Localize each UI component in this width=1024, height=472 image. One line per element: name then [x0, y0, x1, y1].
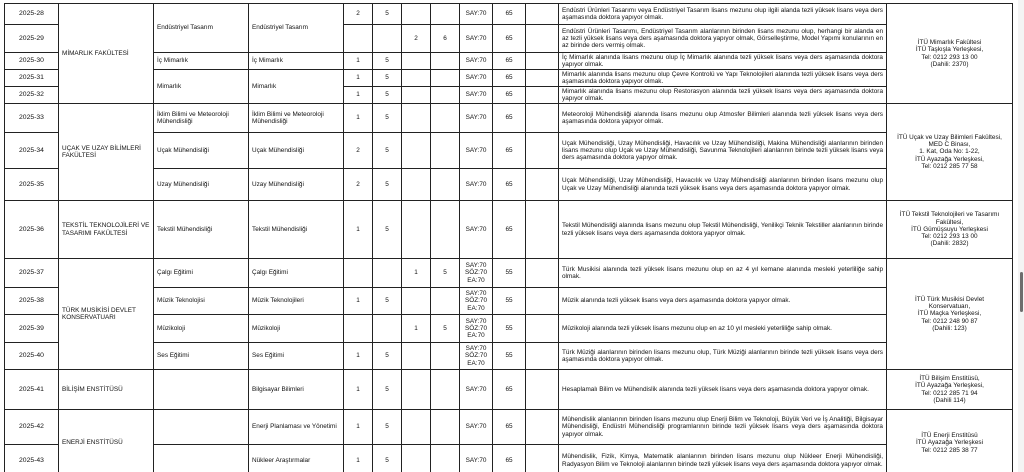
table-row — [5, 445, 1013, 472]
count-cell — [402, 343, 431, 370]
count-cell — [431, 288, 460, 315]
ales-score: SAY:70 — [460, 25, 493, 53]
count-cell — [373, 259, 402, 288]
empty-cell — [526, 288, 559, 315]
contact-line: İTÜ Bilişim Enstitüsü, — [919, 375, 980, 383]
table-row — [5, 259, 1013, 288]
count-cell — [402, 70, 431, 87]
count-cell: 5 — [373, 343, 402, 370]
count-cell — [431, 169, 460, 201]
empty-cell — [526, 87, 559, 104]
contact-line: İTÜ Enerji Enstitüsü — [921, 432, 978, 440]
contact-line: İTÜ Ayazağa Yerleşkesi, — [915, 155, 984, 163]
requirement-text: Müzik alanında tezli yüksek lisans veya ders aşamasında doktora yapıyor olmak. — [559, 288, 887, 315]
program-name: İklim Bilimi ve Meteoroloji Mühendisliği — [154, 104, 249, 133]
count-cell — [431, 343, 460, 370]
empty-cell — [526, 70, 559, 87]
count-cell — [402, 201, 431, 259]
field-name: Ses Eğitimi — [249, 343, 344, 370]
position-code: 2025-33 — [5, 104, 59, 133]
empty-cell — [526, 370, 559, 410]
count-cell: 1 — [344, 70, 373, 87]
contact-line: İTÜ Mimarlık Fakültesi — [917, 39, 982, 47]
field-name: Uzay Mühendisliği — [249, 169, 344, 201]
field-name: Enerji Planlaması ve Yönetimi — [249, 410, 344, 445]
table-row — [5, 370, 1013, 410]
field-name: Uçak Mühendisliği — [249, 133, 344, 169]
empty-cell — [526, 104, 559, 133]
ales-score: SAY:70 — [460, 70, 493, 87]
empty-cell — [526, 410, 559, 445]
field-name: Müzik Teknolojileri — [249, 288, 344, 315]
min-score: 65 — [493, 445, 526, 472]
position-code: 2025-29 — [5, 25, 59, 53]
count-cell: 5 — [373, 201, 402, 259]
ales-score: SAY:70 — [460, 370, 493, 410]
count-cell — [373, 25, 402, 53]
program-name — [154, 410, 249, 445]
contact-line: (Dahili: 2832) — [930, 240, 969, 248]
count-cell: 1 — [344, 445, 373, 472]
count-cell: 1 — [344, 410, 373, 445]
count-cell: 1 — [344, 87, 373, 104]
field-name: İklim Bilimi ve Meteoroloji Mühendisliği — [249, 104, 344, 133]
vertical-scrollbar[interactable] — [1018, 0, 1024, 472]
contact-line: İTÜ Türk Musikisi Devlet — [914, 295, 985, 303]
min-score: 55 — [493, 259, 526, 288]
program-name: Çalgı Eğitimi — [154, 259, 249, 288]
contact-line: Tel: 0212 248 90 87 — [921, 317, 978, 325]
contact-line: İTÜ Uçak ve Uzay Bilimleri Fakültesi, — [897, 133, 1002, 141]
min-score: 65 — [493, 70, 526, 87]
position-code: 2025-36 — [5, 201, 59, 259]
contact-line: (Dahili: 123) — [932, 324, 967, 332]
requirement-text: Türk Musikisi alanında tezli yüksek lisans mezunu olup en az 4 yıl kemane alanında mesleki yeterliliğe sahip olmak. — [559, 259, 887, 288]
count-cell: 2 — [344, 4, 373, 25]
program-name: Müzikoloji — [154, 315, 249, 343]
position-code: 2025-40 — [5, 343, 59, 370]
count-cell: 1 — [344, 201, 373, 259]
program-name: Ses Eğitimi — [154, 343, 249, 370]
position-code: 2025-39 — [5, 315, 59, 343]
contact-cell — [887, 104, 1013, 201]
min-score: 65 — [493, 169, 526, 201]
requirement-text: Tekstil Mühendisliği alanında lisans mezunu olup Tekstil Mühendisliği, Yenilikçi Teknik Tekstiller alanlarının birinde tezli yüksek lisans veya ders aşamasında doktora yapıyor olmak. — [559, 201, 887, 259]
count-cell: 5 — [373, 410, 402, 445]
ales-score: SAY:70 SÖZ:70 EA:70 — [460, 259, 493, 288]
faculty-name: ENERJİ ENSTİTÜSÜ — [59, 410, 154, 472]
contact-line: 1. Kat, Oda No: 1-22, — [919, 148, 980, 156]
count-cell — [402, 169, 431, 201]
contact-cell — [887, 201, 1013, 259]
program-name: İç Mimarlık — [154, 53, 249, 70]
count-cell: 1 — [402, 259, 431, 288]
count-cell — [431, 4, 460, 25]
requirement-text: Mühendislik, Fizik, Kimya, Matematik alanlarının birinden lisans mezunu olup Nükleer Enerji Mühendisliği, Radyasyon Bilim ve Teknoloji alanlarının birinde tezli yüksek lisans veya ders aşamasında doktora yapıyor olmak. — [559, 445, 887, 472]
table-row — [5, 288, 1013, 315]
field-name: Tekstil Mühendisliği — [249, 201, 344, 259]
table-row — [5, 315, 1013, 343]
count-cell: 5 — [373, 288, 402, 315]
contact-cell — [887, 4, 1013, 104]
field-name: Müzikoloji — [249, 315, 344, 343]
table-row — [5, 70, 1013, 87]
program-name — [154, 445, 249, 472]
ales-score: SAY:70 — [460, 445, 493, 472]
position-code: 2025-35 — [5, 169, 59, 201]
empty-cell — [526, 201, 559, 259]
contact-line: Tel: 0212 285 71 94 — [921, 389, 978, 397]
table-row — [5, 53, 1013, 70]
program-name: Müzik Teknolojisi — [154, 288, 249, 315]
empty-cell — [526, 169, 559, 201]
requirement-text: Türk Müziği alanlarının birinden lisans mezunu olup, Türk Müziği alanlarının birinde tezli yüksek lisans veya ders aşamasında doktora yapıyor olmak. — [559, 343, 887, 370]
faculty-name: MİMARLIK FAKÜLTESİ — [59, 4, 154, 104]
count-cell — [431, 370, 460, 410]
count-cell — [344, 25, 373, 53]
count-cell — [402, 445, 431, 472]
program-name: Mimarlık — [154, 70, 249, 104]
min-score: 65 — [493, 410, 526, 445]
ales-score: SAY:70 — [460, 4, 493, 25]
ales-score: SAY:70 — [460, 53, 493, 70]
requirement-text: Meteoroloji Mühendisliği alanında lisans mezunu olup Atmosfer Bilimleri alanında tezli yüksek lisans veya ders aşamasında doktora yapıyor olmak. — [559, 104, 887, 133]
field-name: Çalgı Eğitimi — [249, 259, 344, 288]
count-cell: 5 — [373, 169, 402, 201]
table-row — [5, 104, 1013, 133]
count-cell: 1 — [344, 343, 373, 370]
empty-cell — [526, 133, 559, 169]
ales-score: SAY:70 — [460, 169, 493, 201]
field-name: Mimarlık — [249, 70, 344, 104]
ales-score: SAY:70 — [460, 104, 493, 133]
scrollbar-thumb[interactable] — [1020, 272, 1023, 312]
table-row — [5, 133, 1013, 169]
count-cell — [431, 53, 460, 70]
contact-cell — [887, 370, 1013, 410]
count-cell: 5 — [431, 259, 460, 288]
requirement-text: Hesaplamalı Bilim ve Mühendislik alanında tezli yüksek lisans veya ders aşamasında doktora yapıyor olmak. — [559, 370, 887, 410]
position-code: 2025-28 — [5, 4, 59, 25]
count-cell — [431, 201, 460, 259]
count-cell: 1 — [344, 370, 373, 410]
count-cell — [402, 288, 431, 315]
field-name: İç Mimarlık — [249, 53, 344, 70]
count-cell — [344, 259, 373, 288]
field-name: Bilgisayar Bilimleri — [249, 370, 344, 410]
min-score: 55 — [493, 288, 526, 315]
min-score: 65 — [493, 201, 526, 259]
min-score: 65 — [493, 4, 526, 25]
count-cell — [431, 133, 460, 169]
count-cell — [344, 315, 373, 343]
position-code: 2025-34 — [5, 133, 59, 169]
requirement-text: Mimarlık alanında lisans mezunu olup Restorasyon alanında tezli yüksek lisans veya ders aşamasında doktora yapıyor olmak. — [559, 87, 887, 104]
min-score: 65 — [493, 25, 526, 53]
min-score: 55 — [493, 315, 526, 343]
count-cell — [402, 87, 431, 104]
position-code: 2025-41 — [5, 370, 59, 410]
contact-line: Tel: 0212 285 38 77 — [921, 446, 978, 454]
contact-line: Konservatuarı, — [928, 303, 971, 311]
empty-cell — [526, 25, 559, 53]
faculty-name: TEKSTİL TEKNOLOJİLERİ VE TASARIMI FAKÜLTESİ — [59, 201, 154, 259]
table-row — [5, 169, 1013, 201]
faculty-name: TÜRK MUSİKİSİ DEVLET KONSERVATUARI — [59, 259, 154, 370]
count-cell: 2 — [344, 133, 373, 169]
contact-line: MED C Binası, — [928, 141, 971, 149]
position-code: 2025-37 — [5, 259, 59, 288]
count-cell: 5 — [373, 4, 402, 25]
requirement-text: Mimarlık alanında lisans mezunu olup Çevre Kontrolü ve Yapı Teknolojileri alanında tezli yüksek lisans veya ders aşamasında doktora yapıyor olmak. — [559, 70, 887, 87]
position-code: 2025-38 — [5, 288, 59, 315]
ales-score: SAY:70 SÖZ:70 EA:70 — [460, 315, 493, 343]
empty-cell — [526, 53, 559, 70]
count-cell: 2 — [344, 169, 373, 201]
count-cell — [402, 104, 431, 133]
position-code: 2025-30 — [5, 53, 59, 70]
requirement-text: İç Mimarlık alanında lisans mezunu olup İç Mimarlık alanında tezli yüksek lisans veya ders aşamasında doktora yapıyor olmak. — [559, 53, 887, 70]
count-cell — [373, 315, 402, 343]
empty-cell — [526, 259, 559, 288]
contact-line: Tel: 0212 285 77 58 — [921, 162, 978, 170]
contact-line: İTÜ Gümüşsuyu Yerleşkesi — [911, 225, 988, 233]
min-score: 65 — [493, 133, 526, 169]
count-cell: 6 — [431, 25, 460, 53]
min-score: 65 — [493, 53, 526, 70]
min-score: 65 — [493, 104, 526, 133]
count-cell — [402, 410, 431, 445]
position-code: 2025-42 — [5, 410, 59, 445]
program-name: Uçak Mühendisliği — [154, 133, 249, 169]
faculty-name: BİLİŞİM ENSTİTÜSÜ — [59, 370, 154, 410]
empty-cell — [526, 445, 559, 472]
position-code: 2025-31 — [5, 70, 59, 87]
min-score: 65 — [493, 370, 526, 410]
requirement-text: Mühendislik alanlarının birinden lisans mezunu olup Enerji Bilim ve Teknoloji, Büyük Veri ve İş Analitiği, Bilgisayar Mühendisliği, Endüstri Mühendisliği programlarının birinde tezli yüksek lisans veya ders aşamasında doktora yapıyor olmak. — [559, 410, 887, 445]
requirement-text: Endüstri Ürünleri Tasarımı veya Endüstriyel Tasarım lisans mezunu olup ilgili alanda tezli yüksek lisans veya ders aşamasında doktora yapıyor olmak. — [559, 4, 887, 25]
ales-score: SAY:70 — [460, 410, 493, 445]
count-cell: 5 — [373, 70, 402, 87]
contact-line: İTÜ Ayazağa Yerleşkesi, — [915, 382, 984, 390]
contact-line: Tel: 0212 293 13 00 — [921, 233, 978, 241]
ales-score: SAY:70 — [460, 133, 493, 169]
table-row — [5, 201, 1013, 259]
position-code: 2025-43 — [5, 445, 59, 472]
count-cell — [402, 53, 431, 70]
min-score: 55 — [493, 343, 526, 370]
contact-line: Tel: 0212 293 13 00 — [921, 53, 978, 61]
count-cell: 1 — [402, 315, 431, 343]
field-name: Endüstriyel Tasarım — [249, 4, 344, 53]
program-name: Uzay Mühendisliği — [154, 169, 249, 201]
count-cell — [431, 445, 460, 472]
position-code: 2025-32 — [5, 87, 59, 104]
min-score: 65 — [493, 87, 526, 104]
count-cell — [402, 133, 431, 169]
count-cell — [431, 410, 460, 445]
requirement-text: Uçak Mühendisliği, Uzay Mühendisliği, Havacılık ve Uzay Mühendisliği, Makina Mühendisliği alanlarının birinden lisans mezunu olup Uçak ve Uzay Mühendisliği, Savunma Teknolojileri alanlarının birinde tezli yüksek lisans veya ders aşamasında doktora yapıyor olmak. — [559, 133, 887, 169]
contact-line: İTÜ Tekstil Teknolojileri ve Tasarımı — [899, 211, 1000, 219]
faculty-name: UÇAK VE UZAY BİLİMLERİ FAKÜLTESİ — [59, 104, 154, 201]
empty-cell — [526, 4, 559, 25]
contact-line: İTÜ Ayazağa Yerleşkesi — [915, 439, 984, 447]
contact-line: (Dahili 114) — [933, 396, 966, 404]
contact-line: (Dahili: 2370) — [930, 60, 969, 68]
count-cell: 5 — [373, 445, 402, 472]
table-row — [5, 343, 1013, 370]
empty-cell — [526, 343, 559, 370]
requirement-text: Uçak Mühendisliği, Uzay Mühendisliği, Havacılık ve Uzay Mühendisliği alanlarının birinden lisans mezunu olup Uçak ve Uzay Mühendisliği alanında tezli yüksek lisans veya ders aşamasında doktora yapıyor olmak. — [559, 169, 887, 201]
count-cell: 1 — [344, 53, 373, 70]
ales-score: SAY:70 SÖZ:70 EA:70 — [460, 343, 493, 370]
contact-cell — [887, 410, 1013, 472]
field-name: Nükleer Araştırmalar — [249, 445, 344, 472]
count-cell: 5 — [373, 133, 402, 169]
count-cell — [402, 4, 431, 25]
program-name — [154, 370, 249, 410]
empty-cell — [526, 315, 559, 343]
contact-line: İTÜ Taşkışla Yerleşkesi, — [915, 46, 984, 54]
requirement-text: Müzikoloji alanında tezli yüksek lisans mezunu olup en az 10 yıl mesleki yeterliliğe sahip olmak. — [559, 315, 887, 343]
contact-line: Fakültesi, — [935, 218, 964, 226]
count-cell — [431, 104, 460, 133]
program-name: Endüstriyel Tasarım — [154, 4, 249, 53]
count-cell — [402, 370, 431, 410]
count-cell: 5 — [431, 315, 460, 343]
faculty-positions-table — [4, 3, 1013, 472]
count-cell: 2 — [402, 25, 431, 53]
contact-cell — [887, 259, 1013, 370]
count-cell: 5 — [373, 53, 402, 70]
count-cell: 5 — [373, 104, 402, 133]
table-row — [5, 4, 1013, 25]
contact-line: İTÜ Maçka Yerleşkesi, — [917, 310, 982, 318]
count-cell: 5 — [373, 370, 402, 410]
program-name: Tekstil Mühendisliği — [154, 201, 249, 259]
count-cell — [431, 87, 460, 104]
requirement-text: Endüstri Ürünleri Tasarımı, Endüstriyel Tasarım alanlarının birinden lisans mezunu olup, herhangi bir alanda en az tezli yüksek lisans veya ders aşamasında doktora yapıyor olmak, Görselleştirme, Model Yapımı konularının en az birinde ders vermiş olmak. — [559, 25, 887, 53]
count-cell — [431, 70, 460, 87]
ales-score: SAY:70 SÖZ:70 EA:70 — [460, 288, 493, 315]
ales-score: SAY:70 — [460, 201, 493, 259]
count-cell: 5 — [373, 87, 402, 104]
ales-score: SAY:70 — [460, 87, 493, 104]
table-row — [5, 410, 1013, 445]
count-cell: 1 — [344, 288, 373, 315]
count-cell: 1 — [344, 104, 373, 133]
